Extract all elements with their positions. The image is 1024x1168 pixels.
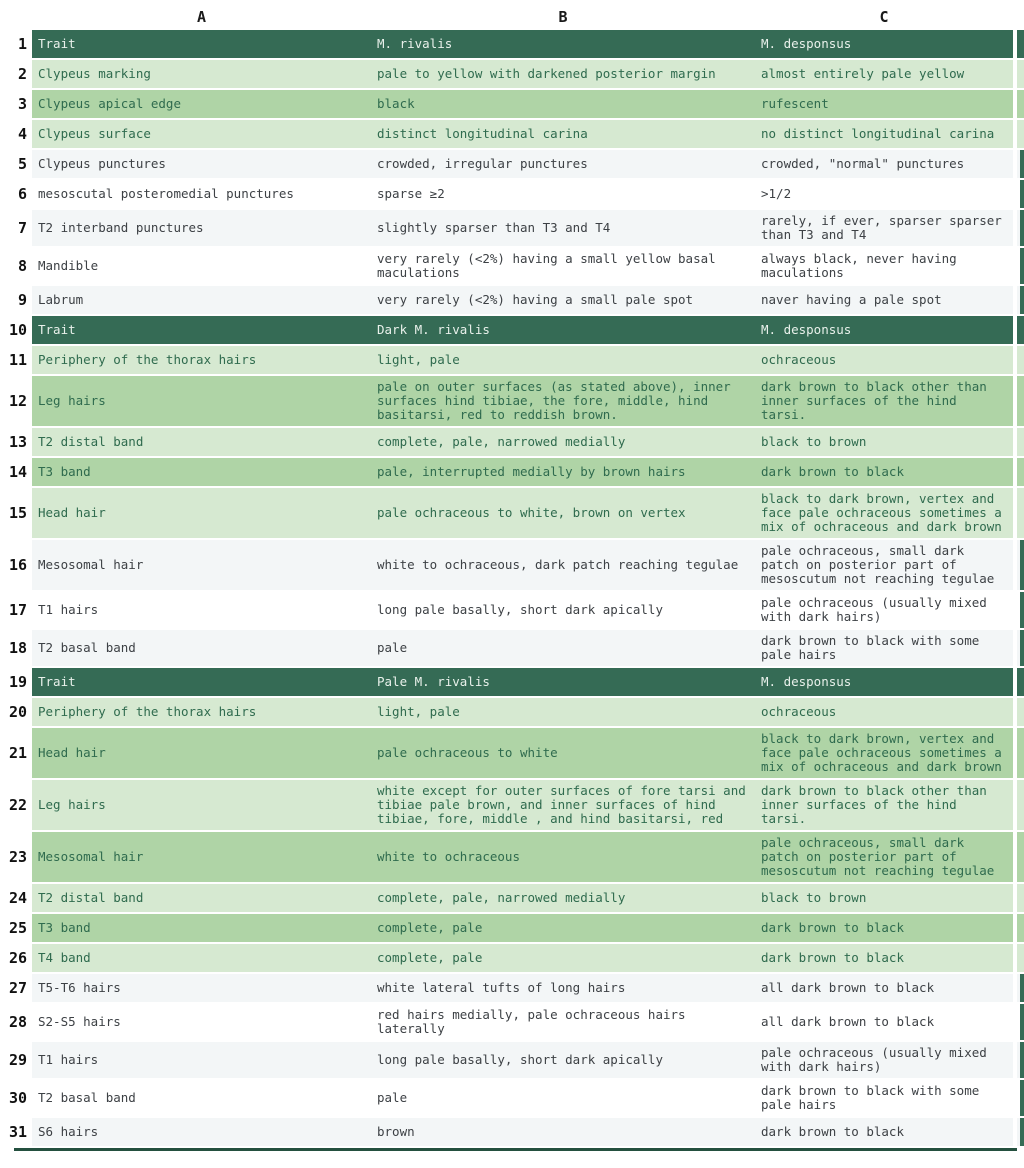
column-letter-b[interactable]: B [558, 8, 568, 26]
cutoff-column-d [1017, 248, 1024, 284]
cutoff-column-d [1017, 592, 1024, 628]
row-number[interactable]: 3 [0, 90, 32, 118]
cutoff-column-d [1017, 884, 1024, 912]
cell-value-b[interactable]: very rarely (<2%) having a small pale spot [371, 286, 755, 314]
cutoff-column-d [1017, 1118, 1024, 1146]
cell-value-b[interactable]: light, pale [371, 698, 755, 726]
cell-value-b[interactable]: crowded, irregular punctures [371, 150, 755, 178]
table-row [0, 974, 1024, 1002]
table-row [0, 1118, 1024, 1146]
cell-trait[interactable]: T4 band [32, 944, 371, 972]
cutoff-column-d [1017, 120, 1024, 148]
table-row [0, 592, 1024, 628]
table-row [0, 180, 1024, 208]
cell-value-b[interactable]: M. rivalis [371, 30, 755, 58]
table-row [0, 728, 1024, 778]
table-row [0, 286, 1024, 314]
cutoff-column-d [1017, 668, 1024, 696]
cutoff-column-d [1017, 698, 1024, 726]
cell-trait[interactable]: T2 interband punctures [32, 210, 371, 246]
row-number[interactable]: 25 [0, 914, 32, 942]
cell-trait[interactable]: Clypeus punctures [32, 150, 371, 178]
table-row [0, 944, 1024, 972]
table-row [0, 376, 1024, 426]
cell-trait[interactable]: Head hair [32, 488, 371, 538]
cell-value-b[interactable]: slightly sparser than T3 and T4 [371, 210, 755, 246]
cutoff-column-d [1017, 316, 1024, 344]
row-number[interactable]: 9 [0, 286, 32, 314]
row-number[interactable]: 2 [0, 60, 32, 88]
sheet-rows [0, 30, 1024, 1146]
cell-value-c[interactable]: dark brown to black [755, 944, 1013, 972]
cell-trait[interactable]: T2 basal band [32, 1080, 371, 1116]
cell-trait[interactable]: Mesosomal hair [32, 540, 371, 590]
cell-value-b[interactable]: pale ochraceous to white, brown on vertex [371, 488, 755, 538]
cell-value-b[interactable]: white lateral tufts of long hairs [371, 974, 755, 1002]
cell-value-c[interactable]: naver having a pale spot [755, 286, 1013, 314]
cell-value-c[interactable]: black to brown [755, 428, 1013, 456]
row-number[interactable]: 24 [0, 884, 32, 912]
table-row [0, 832, 1024, 882]
cell-value-b[interactable]: white to ochraceous, dark patch reaching tegulae [371, 540, 755, 590]
row-number[interactable]: 12 [0, 376, 32, 426]
cell-value-c[interactable]: M. desponsus [755, 316, 1013, 344]
cell-value-c[interactable]: all dark brown to black [755, 1004, 1013, 1040]
cell-value-b[interactable]: long pale basally, short dark apically [371, 1042, 755, 1078]
row-number[interactable]: 27 [0, 974, 32, 1002]
cell-value-c[interactable]: dark brown to black [755, 914, 1013, 942]
cell-value-c[interactable]: black to dark brown, vertex and face pale ochraceous sometimes a mix of ochraceous and dark brown [755, 488, 1013, 538]
cell-value-b[interactable]: red hairs medially, pale ochraceous hairs laterally [371, 1004, 755, 1040]
cell-value-b[interactable]: complete, pale, narrowed medially [371, 428, 755, 456]
cell-value-b[interactable]: pale on outer surfaces (as stated above), inner surfaces hind tibiae, the fore, middle, hind basitarsi, red to reddish brown. [371, 376, 755, 426]
cell-value-b[interactable]: black [371, 90, 755, 118]
row-number[interactable]: 13 [0, 428, 32, 456]
cell-trait[interactable]: T1 hairs [32, 592, 371, 628]
cell-trait[interactable]: T1 hairs [32, 1042, 371, 1078]
table-row [0, 150, 1024, 178]
cell-trait[interactable]: S6 hairs [32, 1118, 371, 1146]
cell-trait[interactable]: Trait [32, 316, 371, 344]
column-header-row [0, 4, 1024, 30]
row-number[interactable]: 19 [0, 668, 32, 696]
cell-trait[interactable]: mesoscutal posteromedial punctures [32, 180, 371, 208]
cell-value-c[interactable]: ochraceous [755, 346, 1013, 374]
cell-trait[interactable]: T2 distal band [32, 884, 371, 912]
cell-value-c[interactable]: pale ochraceous, small dark patch on posterior part of mesoscutum not reaching tegulae [755, 832, 1013, 882]
row-number[interactable]: 7 [0, 210, 32, 246]
cell-value-c[interactable]: M. desponsus [755, 30, 1013, 58]
table-row [0, 488, 1024, 538]
cell-trait[interactable]: Periphery of the thorax hairs [32, 698, 371, 726]
cutoff-column-d [1017, 286, 1024, 314]
cell-value-c[interactable]: no distinct longitudinal carina [755, 120, 1013, 148]
cell-value-b[interactable]: brown [371, 1118, 755, 1146]
row-number[interactable]: 18 [0, 630, 32, 666]
row-number[interactable]: 5 [0, 150, 32, 178]
cell-value-b[interactable]: long pale basally, short dark apically [371, 592, 755, 628]
cutoff-column-d [1017, 1042, 1024, 1078]
table-row [0, 30, 1024, 58]
row-number[interactable]: 23 [0, 832, 32, 882]
cell-value-c[interactable]: pale ochraceous, small dark patch on posterior part of mesoscutum not reaching tegulae [755, 540, 1013, 590]
cell-value-b[interactable]: distinct longitudinal carina [371, 120, 755, 148]
table-bottom-border [14, 1148, 1017, 1151]
cutoff-column-d [1017, 944, 1024, 972]
cell-trait[interactable]: T5-T6 hairs [32, 974, 371, 1002]
cutoff-column-d [1017, 376, 1024, 426]
table-row [0, 60, 1024, 88]
column-letter-a[interactable]: A [196, 8, 207, 26]
cell-value-c[interactable]: dark brown to black [755, 1118, 1013, 1146]
cell-trait[interactable]: Mesosomal hair [32, 832, 371, 882]
row-number[interactable]: 11 [0, 346, 32, 374]
cell-value-c[interactable]: rarely, if ever, sparser sparser than T3 and T4 [755, 210, 1013, 246]
cell-value-c[interactable]: always black, never having maculations [755, 248, 1013, 284]
table-row [0, 668, 1024, 696]
cell-value-c[interactable]: dark brown to black with some pale hairs [755, 630, 1013, 666]
cutoff-column-d [1017, 346, 1024, 374]
cell-value-c[interactable]: dark brown to black other than inner surfaces of the hind tarsi. [755, 780, 1013, 830]
table-row [0, 346, 1024, 374]
table-row [0, 1080, 1024, 1116]
row-number[interactable]: 31 [0, 1118, 32, 1146]
cell-trait[interactable]: T3 band [32, 914, 371, 942]
cell-value-b[interactable]: white except for outer surfaces of fore tarsi and tibiae pale brown, and inner surfaces of hind tibiae, fore, middle , and hind basitarsi, red [371, 780, 755, 830]
cell-value-b[interactable]: light, pale [371, 346, 755, 374]
cell-trait[interactable]: Mandible [32, 248, 371, 284]
cell-trait[interactable]: Leg hairs [32, 376, 371, 426]
cell-value-b[interactable]: complete, pale, narrowed medially [371, 884, 755, 912]
cell-value-c[interactable]: dark brown to black other than inner surfaces of the hind tarsi. [755, 376, 1013, 426]
row-number[interactable]: 17 [0, 592, 32, 628]
cell-trait[interactable]: Leg hairs [32, 780, 371, 830]
cell-value-c[interactable]: rufescent [755, 90, 1013, 118]
row-number[interactable]: 14 [0, 458, 32, 486]
row-number[interactable]: 22 [0, 780, 32, 830]
cell-value-b[interactable]: pale [371, 1080, 755, 1116]
cell-trait[interactable]: S2-S5 hairs [32, 1004, 371, 1040]
cell-trait[interactable]: Clypeus apical edge [32, 90, 371, 118]
cell-value-b[interactable]: pale [371, 630, 755, 666]
cell-trait[interactable]: Trait [32, 30, 371, 58]
table-row [0, 1004, 1024, 1040]
row-number[interactable]: 8 [0, 248, 32, 284]
cutoff-column-d [1017, 180, 1024, 208]
row-number[interactable]: 10 [0, 316, 32, 344]
cell-value-c[interactable]: black to dark brown, vertex and face pale ochraceous sometimes a mix of ochraceous and dark brown [755, 728, 1013, 778]
table-row [0, 458, 1024, 486]
cell-trait[interactable]: Periphery of the thorax hairs [32, 346, 371, 374]
cell-value-c[interactable]: dark brown to black [755, 458, 1013, 486]
cell-value-b[interactable]: very rarely (<2%) having a small yellow basal maculations [371, 248, 755, 284]
cell-value-c[interactable]: almost entirely pale yellow [755, 60, 1013, 88]
cell-value-c[interactable]: crowded, "normal" punctures [755, 150, 1013, 178]
cell-value-b[interactable]: pale, interrupted medially by brown hairs [371, 458, 755, 486]
table-row [0, 316, 1024, 344]
cutoff-column-d [1017, 974, 1024, 1002]
cell-value-c[interactable]: ochraceous [755, 698, 1013, 726]
table-row [0, 1042, 1024, 1078]
cutoff-column-d [1017, 60, 1024, 88]
column-letter-c[interactable]: C [879, 8, 889, 26]
cell-value-b[interactable]: pale to yellow with darkened posterior margin [371, 60, 755, 88]
row-number[interactable]: 20 [0, 698, 32, 726]
cutoff-column-d [1017, 428, 1024, 456]
cell-trait[interactable]: T2 basal band [32, 630, 371, 666]
cell-value-c[interactable]: pale ochraceous (usually mixed with dark hairs) [755, 592, 1013, 628]
cutoff-column-d [1017, 780, 1024, 830]
row-number[interactable]: 16 [0, 540, 32, 590]
cutoff-column-d [1017, 150, 1024, 178]
cutoff-column-d [1017, 832, 1024, 882]
table-row [0, 540, 1024, 590]
cell-value-b[interactable]: complete, pale [371, 944, 755, 972]
cell-value-c[interactable]: pale ochraceous (usually mixed with dark hairs) [755, 1042, 1013, 1078]
cutoff-column-d [1017, 914, 1024, 942]
cell-value-c[interactable]: all dark brown to black [755, 974, 1013, 1002]
row-number[interactable]: 4 [0, 120, 32, 148]
cell-trait[interactable]: Labrum [32, 286, 371, 314]
table-row [0, 884, 1024, 912]
cell-value-c[interactable]: dark brown to black with some pale hairs [755, 1080, 1013, 1116]
table-row [0, 120, 1024, 148]
row-number[interactable]: 28 [0, 1004, 32, 1040]
cell-trait[interactable]: Trait [32, 668, 371, 696]
cutoff-column-d [1017, 210, 1024, 246]
cell-value-c[interactable]: M. desponsus [755, 668, 1013, 696]
cell-value-b[interactable]: pale ochraceous to white [371, 728, 755, 778]
row-number[interactable]: 21 [0, 728, 32, 778]
row-number[interactable]: 26 [0, 944, 32, 972]
cell-value-c[interactable]: black to brown [755, 884, 1013, 912]
cutoff-column-d [1017, 630, 1024, 666]
table-row [0, 914, 1024, 942]
cutoff-column-d [1017, 90, 1024, 118]
cutoff-column-d [1017, 30, 1024, 58]
table-row [0, 780, 1024, 830]
row-number[interactable]: 6 [0, 180, 32, 208]
table-row [0, 248, 1024, 284]
cell-value-b[interactable]: Pale M. rivalis [371, 668, 755, 696]
table-row [0, 90, 1024, 118]
cell-value-b[interactable]: complete, pale [371, 914, 755, 942]
cutoff-column-d [1017, 1004, 1024, 1040]
table-row [0, 210, 1024, 246]
cutoff-column-d [1017, 540, 1024, 590]
row-number[interactable]: 30 [0, 1080, 32, 1116]
cell-trait[interactable]: Clypeus marking [32, 60, 371, 88]
table-row [0, 698, 1024, 726]
cutoff-column-d [1017, 728, 1024, 778]
row-number[interactable]: 1 [0, 30, 32, 58]
cell-value-b[interactable]: white to ochraceous [371, 832, 755, 882]
table-row [0, 428, 1024, 456]
cell-value-c[interactable]: >1/2 [755, 180, 1013, 208]
cell-trait[interactable]: T3 band [32, 458, 371, 486]
cutoff-column-d [1017, 458, 1024, 486]
row-number[interactable]: 15 [0, 488, 32, 538]
cell-trait[interactable]: T2 distal band [32, 428, 371, 456]
cell-trait[interactable]: Head hair [32, 728, 371, 778]
cell-value-b[interactable]: sparse ≥2 [371, 180, 755, 208]
cutoff-column-d [1017, 1080, 1024, 1116]
table-row [0, 630, 1024, 666]
row-number[interactable]: 29 [0, 1042, 32, 1078]
cell-trait[interactable]: Clypeus surface [32, 120, 371, 148]
cutoff-column-d [1017, 488, 1024, 538]
cell-value-b[interactable]: Dark M. rivalis [371, 316, 755, 344]
